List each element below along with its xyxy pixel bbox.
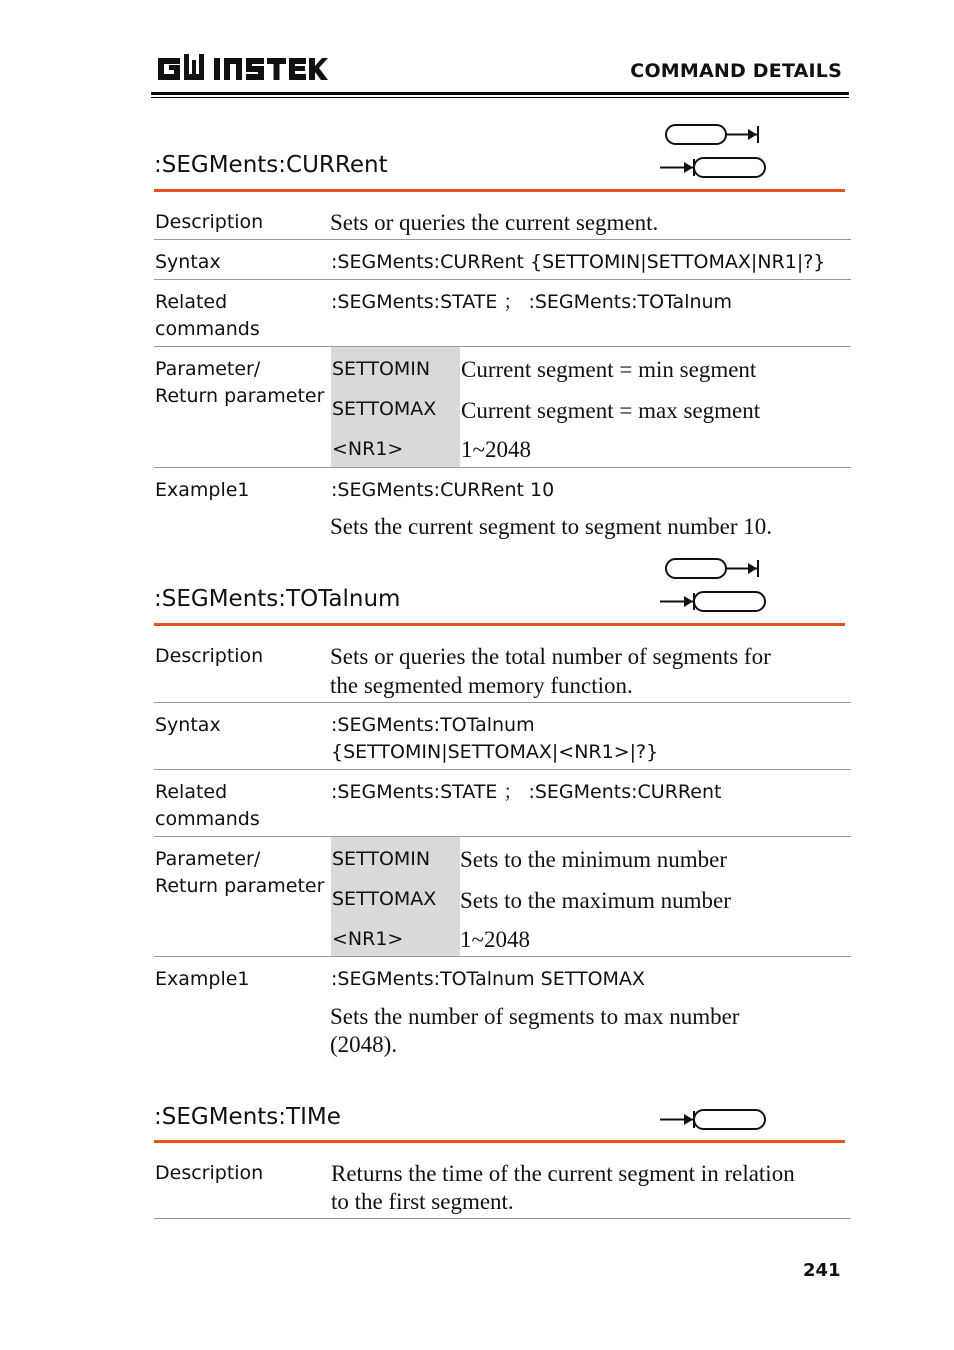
row-divider xyxy=(154,279,851,280)
parameter-desc: Current segment = max segment xyxy=(461,398,761,423)
syntax-label: Syntax xyxy=(155,251,221,273)
related-label-2: commands xyxy=(155,318,260,340)
set-command-icon xyxy=(662,122,762,148)
header-title: COMMAND DETAILS xyxy=(630,60,842,82)
section-rule xyxy=(154,189,845,192)
row-divider xyxy=(154,769,851,770)
section-rule xyxy=(154,623,845,626)
description-text: Returns the time of the current segment in relation xyxy=(331,1161,795,1186)
parameter-label-2: Return parameter xyxy=(155,875,325,897)
gw-instek-logo xyxy=(156,52,328,84)
syntax-label: Syntax xyxy=(155,714,221,736)
query-command-icon xyxy=(658,155,768,181)
example-description: Sets the current segment to segment number 10. xyxy=(330,514,773,539)
description-label: Description xyxy=(155,211,264,233)
description-text-2: to the first segment. xyxy=(331,1189,514,1214)
related-label-2: commands xyxy=(155,808,260,830)
example-command: :SEGMents:CURRent 10 xyxy=(331,479,555,501)
syntax-text: :SEGMents:CURRent {SETTOMIN|SETTOMAX|NR1|?} xyxy=(331,251,826,273)
row-divider xyxy=(154,1218,851,1219)
header-rule xyxy=(151,92,849,95)
related-commands: :SEGMents:STATE ； :SEGMents:TOTalnum xyxy=(331,291,733,313)
related-label: Related xyxy=(155,781,228,803)
syntax-text-2: {SETTOMIN|SETTOMAX|<NR1>|?} xyxy=(331,741,659,763)
query-command-icon xyxy=(658,589,768,615)
description-label: Description xyxy=(155,645,264,667)
parameter-desc: Current segment = min segment xyxy=(461,357,757,382)
example-description: Sets the number of segments to max number xyxy=(330,1004,740,1029)
related-commands: :SEGMents:STATE ； :SEGMents:CURRent xyxy=(331,781,722,803)
description-label: Description xyxy=(155,1162,264,1184)
section-rule xyxy=(154,1140,845,1143)
description-text-2: the segmented memory function. xyxy=(330,673,633,698)
row-divider xyxy=(154,702,851,703)
parameter-name: SETTOMAX xyxy=(332,398,437,420)
parameter-name: <NR1> xyxy=(332,928,404,950)
example-label: Example1 xyxy=(155,479,250,501)
section-title-time: :SEGMents:TIMe xyxy=(154,1104,341,1130)
parameter-label-2: Return parameter xyxy=(155,385,325,407)
query-command-icon xyxy=(658,1107,768,1133)
page-number: 241 xyxy=(803,1260,841,1281)
row-divider xyxy=(154,346,851,347)
parameter-label: Parameter/ xyxy=(155,848,261,870)
row-divider xyxy=(154,836,851,837)
parameter-desc: Sets to the minimum number xyxy=(460,847,728,872)
section-title-current: :SEGMents:CURRent xyxy=(154,152,388,178)
related-label: Related xyxy=(155,291,228,313)
parameter-name: <NR1> xyxy=(332,438,404,460)
parameter-name: SETTOMIN xyxy=(332,358,431,380)
set-command-icon xyxy=(662,556,762,582)
parameter-label: Parameter/ xyxy=(155,358,261,380)
parameter-desc: Sets to the maximum number xyxy=(460,888,731,913)
section-title-totalnum: :SEGMents:TOTalnum xyxy=(154,586,401,612)
row-divider xyxy=(154,956,851,957)
row-divider xyxy=(154,239,851,240)
parameter-desc: 1~2048 xyxy=(461,437,531,462)
parameter-name: SETTOMAX xyxy=(332,888,437,910)
syntax-text: :SEGMents:TOTalnum xyxy=(331,714,535,736)
description-text: Sets or queries the current segment. xyxy=(330,210,659,235)
header-rule-thin xyxy=(151,97,849,98)
row-divider xyxy=(154,467,851,468)
parameter-desc: 1~2048 xyxy=(460,927,530,952)
example-command: :SEGMents:TOTalnum SETTOMAX xyxy=(331,968,645,990)
parameter-name: SETTOMIN xyxy=(332,848,431,870)
description-text: Sets or queries the total number of segments for xyxy=(330,644,771,669)
example-description-2: (2048). xyxy=(330,1032,398,1057)
example-label: Example1 xyxy=(155,968,250,990)
